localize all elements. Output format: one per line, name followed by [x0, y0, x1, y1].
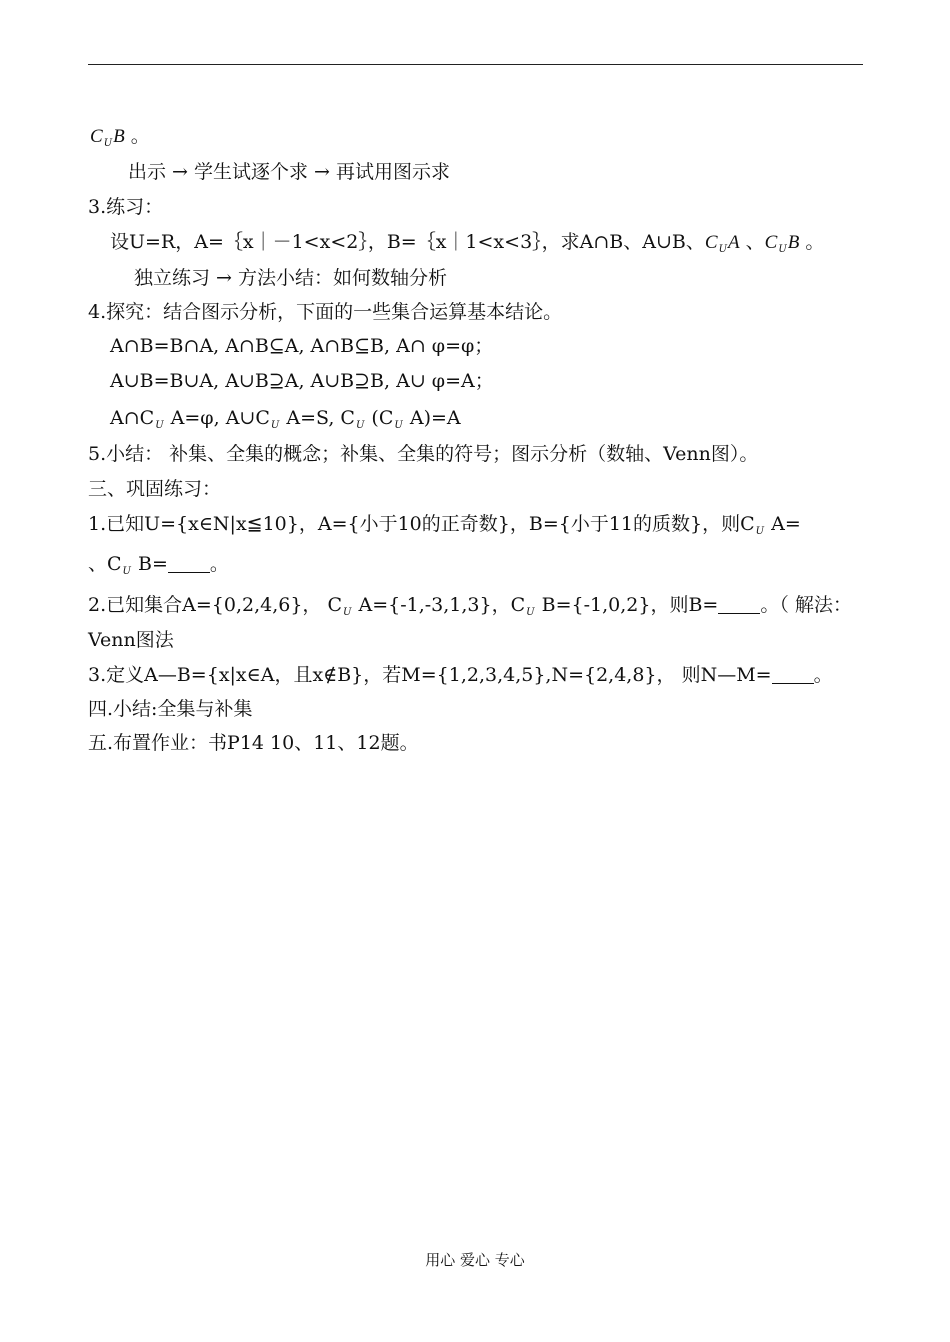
exercise-2 — [88, 593, 852, 625]
subscript: U — [755, 526, 765, 537]
punctuation: 、 — [739, 231, 765, 253]
section-homework-heading: 五.布置作业：书P14 10、11、12题。 — [88, 732, 419, 754]
practice-question — [110, 230, 824, 262]
exercise-1 — [88, 512, 801, 544]
rule-text: A=φ, A∪C — [164, 407, 270, 429]
subscript: U — [122, 566, 131, 577]
question-text: 设U=R，A=｛x｜－1<x<2｝，B=｛x｜1<x<3｝，求A∩B、A∪B、 — [110, 231, 705, 253]
subscript: U — [394, 420, 403, 431]
rule-text: A∩C — [110, 407, 155, 429]
intersection-rules: A∩B=B∩A, A∩B⊆A, A∩B⊆B, A∩ φ=φ； — [110, 335, 494, 357]
answer-blank — [772, 666, 814, 684]
section-practice-heading: 3.练习： — [88, 196, 164, 218]
header-rule — [88, 64, 863, 65]
subscript: U — [718, 244, 727, 255]
method-summary-line: 独立练习 → 方法小结：如何数轴分析 — [134, 267, 447, 289]
exercise-text: A={-1,-3,1,3}，C — [352, 594, 526, 616]
punctuation: 。 — [813, 664, 833, 686]
exercise-1-continued — [88, 552, 229, 584]
answer-blank — [168, 555, 210, 573]
exercise-text: 2.已知集合A={0,2,4,6}， C — [88, 594, 342, 616]
page-footer: 用心 爱心 专心 — [425, 1251, 525, 1269]
exercise-text: B={-1,0,2}，则B= — [535, 594, 719, 616]
subscript: U — [343, 607, 352, 618]
rule-text: A)=A — [403, 407, 461, 429]
rule-text: (C — [365, 407, 394, 429]
subscript: U — [155, 420, 164, 431]
exercise-2-continued: Venn图法 — [88, 629, 174, 651]
subscript: U — [526, 607, 535, 618]
exercise-text: 。（ 解法： — [760, 594, 852, 616]
punctuation: 。 — [799, 231, 825, 253]
punctuation: 。 — [209, 553, 229, 575]
section-review-heading: 三、巩固练习： — [88, 478, 222, 500]
punctuation: 。 — [124, 125, 150, 147]
set-name: A — [728, 232, 740, 253]
section-summary-heading: 四.小结:全集与补集 — [88, 698, 253, 720]
complement-symbol: C — [764, 232, 778, 253]
exercise-3 — [88, 663, 833, 687]
complement-symbol: C — [704, 232, 718, 253]
complement-rules — [110, 406, 461, 438]
exercise-text: 、C — [88, 553, 122, 575]
step-flow-line: 出示 → 学生试逐个求 → 再试用图示求 — [128, 161, 450, 183]
rule-text: A=S, C — [280, 407, 355, 429]
exercise-text: B= — [131, 553, 168, 575]
set-name: B — [787, 232, 800, 253]
subscript: U — [778, 244, 787, 255]
section-explore-heading: 4.探究：结合图示分析，下面的一些集合运算基本结论。 — [88, 301, 563, 323]
complement-symbol: C — [90, 126, 103, 147]
subscript: U — [270, 420, 280, 431]
exercise-text: A= — [765, 513, 801, 535]
summary-line: 5.小结： 补集、全集的概念；补集、全集的符号；图示分析（数轴、Venn图）。 — [88, 443, 759, 465]
complement-b-line — [90, 124, 150, 156]
set-name: B — [113, 126, 125, 147]
exercise-text: 1.已知U={x∈N|x≦10}，A={小于10的正奇数}，B={小于11的质数}，则C — [88, 513, 755, 535]
subscript: U — [355, 420, 365, 431]
answer-blank — [718, 596, 760, 614]
union-rules: A∪B=B∪A, A∪B⊇A, A∪B⊇B, A∪ φ=A； — [110, 370, 494, 392]
exercise-text: 3.定义A—B={x|x∈A，且x∉B}，若M={1,2,3,4,5},N={2,4,8}， 则N—M= — [88, 664, 772, 686]
subscript: U — [103, 138, 113, 149]
